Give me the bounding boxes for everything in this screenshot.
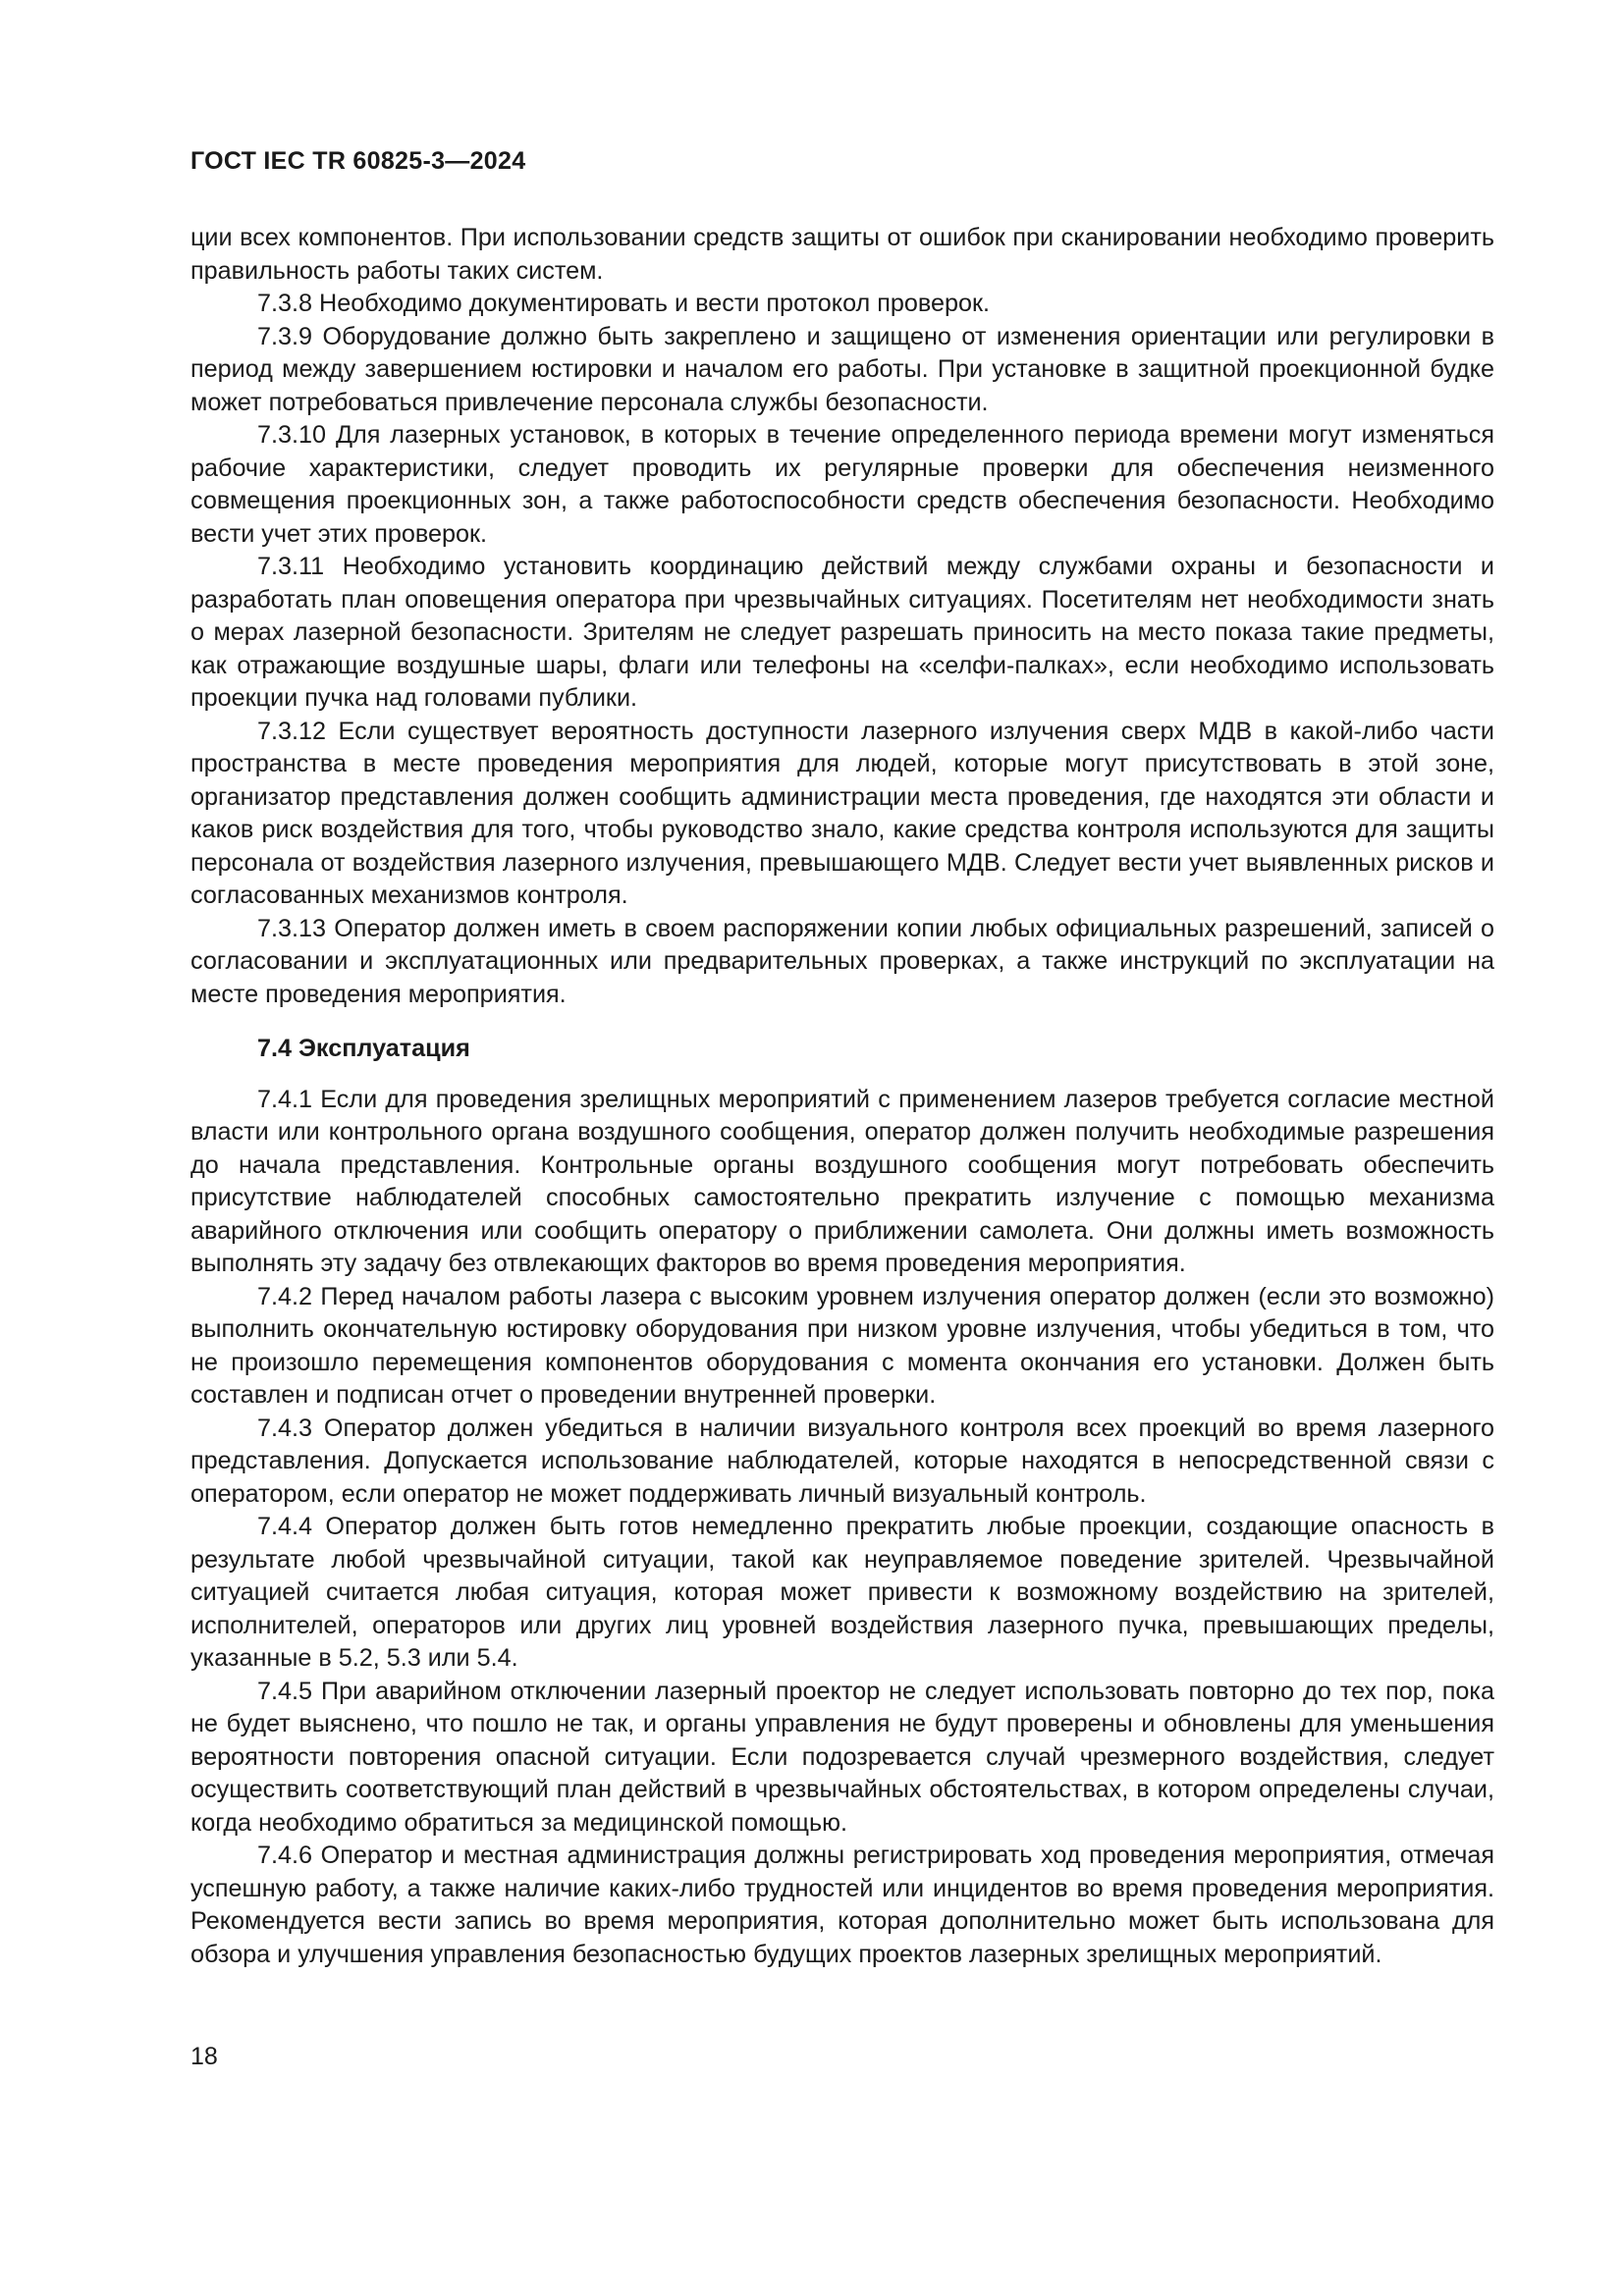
paragraph-7-3-10: 7.3.10 Для лазерных установок, в которых в течение определенного периода времени могут изменяться рабочие характеристики, следует проводить их регулярные проверки для обеспечения неизменного совмещения проекционных зон, а также работоспособности средств обеспечения безопасности. Необходимо вести учет этих проверок. xyxy=(190,421,1494,548)
paragraph-7-3-11: 7.3.11 Необходимо установить координацию действий между службами охраны и безопасности и разработать план оповещения оператора при чрезвычайных ситуациях. Посетителям нет необходимости знать о мерах лазерной безопасности. Зрителям не следует разрешать приносить на место показа такие предметы, как отражающие воздушные шары, флаги или телефоны на «селфи-палках», если необходимо использовать проекции пучка над головами публики. xyxy=(190,553,1494,712)
document-header: ГОСТ IEC TR 60825-3—2024 xyxy=(190,147,526,175)
paragraph-7-4-4: 7.4.4 Оператор должен быть готов немедленно прекратить любые проекции, создающие опасность в результате любой чрезвычайной ситуации, такой как неуправляемое поведение зрителей. Чрезвычайной ситуацией считается любая ситуация, которая может привести к возможному воздействию на зрителей, исполнителей, операторов или других лиц уровней воздействия лазерного пучка, превышающих пределы, указанные в 5.2, 5.3 или 5.4. xyxy=(190,1513,1494,1672)
paragraph-7-4-2: 7.4.2 Перед началом работы лазера с высоким уровнем излучения оператор должен (если это возможно) выполнить окончательную юстировку оборудования при низком уровне излучения, чтобы убедиться в том, что не произошло перемещения компонентов оборудования с момента окончания его установки. Должен быть составлен и подписан отчет о проведении внутренней проверки. xyxy=(190,1282,1494,1409)
paragraph-7-4-1: 7.4.1 Если для проведения зрелищных мероприятий с применением лазеров требуется согласие местной власти или контрольного органа воздушного сообщения, оператор должен получить необходимые разрешения до начала представления. Контрольные органы воздушного сообщения могут потребовать обеспечить присутствие наблюдателей способных самостоятельно прекратить излучение с помощью механизма аварийного отключения или сообщить оператору о приближении самолета. Они должны иметь возможность выполнять эту задачу без отвлекающих факторов во время проведения мероприятия. xyxy=(190,1085,1494,1277)
paragraph-7-4-3: 7.4.3 Оператор должен убедиться в наличии визуального контроля всех проекций во время лазерного представления. Допускается использование наблюдателей, которые находятся в непосредственной связи с оператором, если оператор не может поддерживать личный визуальный контроль. xyxy=(190,1414,1494,1508)
paragraph-7-3-9: 7.3.9 Оборудование должно быть закреплено и защищено от изменения ориентации или регулировки в период между завершением юстировки и началом его работы. При установке в защитной проекционной будке может потребоваться привлечение персонала службы безопасности. xyxy=(190,322,1494,416)
page-number: 18 xyxy=(190,2043,218,2070)
paragraph-7-4-6: 7.4.6 Оператор и местная администрация должны регистрировать ход проведения мероприятия, отмечая успешную работу, а также наличие каких-либо трудностей или инцидентов во время проведения мероприятия. Рекомендуется вести запись во время мероприятия, которая дополнительно может быть использована для обзора и улучшения управления безопасностью будущих проектов лазерных зрелищных мероприятий. xyxy=(190,1842,1494,1968)
section-heading: 7.4 Эксплуатация xyxy=(257,1035,470,1062)
paragraph-7-4-5: 7.4.5 При аварийном отключении лазерный проектор не следует использовать повторно до тех пор, пока не будет выяснено, что пошло не так, и органы управления не будут проверены и обновлены для уменьшения вероятности повторения опасной ситуации. Если подозревается случай чрезмерного воздействия, следует осуществить соответствующий план действий в чрезвычайных обстоятельствах, в котором определены случаи, когда необходимо обратиться за медицинской помощью. xyxy=(190,1677,1494,1837)
paragraph-7-3-12: 7.3.12 Если существует вероятность доступности лазерного излучения сверх МДВ в какой-либо части пространства в месте проведения мероприятия для людей, которые могут присутствовать в этой зоне, организатор представления должен сообщить администрации места проведения, где находятся эти области и каков риск воздействия для того, чтобы руководство знало, какие средства контроля используются для защиты персонала от воздействия лазерного излучения, превышающего МДВ. Следует вести учет выявленных рисков и согласованных механизмов контроля. xyxy=(190,717,1494,909)
paragraph-7-3-8: 7.3.8 Необходимо документировать и вести протокол проверок. xyxy=(257,290,991,317)
paragraph-7-3-13: 7.3.13 Оператор должен иметь в своем распоряжении копии любых официальных разрешений, записей о согласовании и эксплуатационных или предварительных проверках, а также инструкций по эксплуатации на месте проведения мероприятия. xyxy=(190,914,1494,1008)
paragraph-continuation: ции всех компонентов. При использовании средств защиты от ошибок при сканировании необходимо проверить правильность работы таких систем. xyxy=(190,224,1494,285)
page-content xyxy=(190,222,1494,1971)
